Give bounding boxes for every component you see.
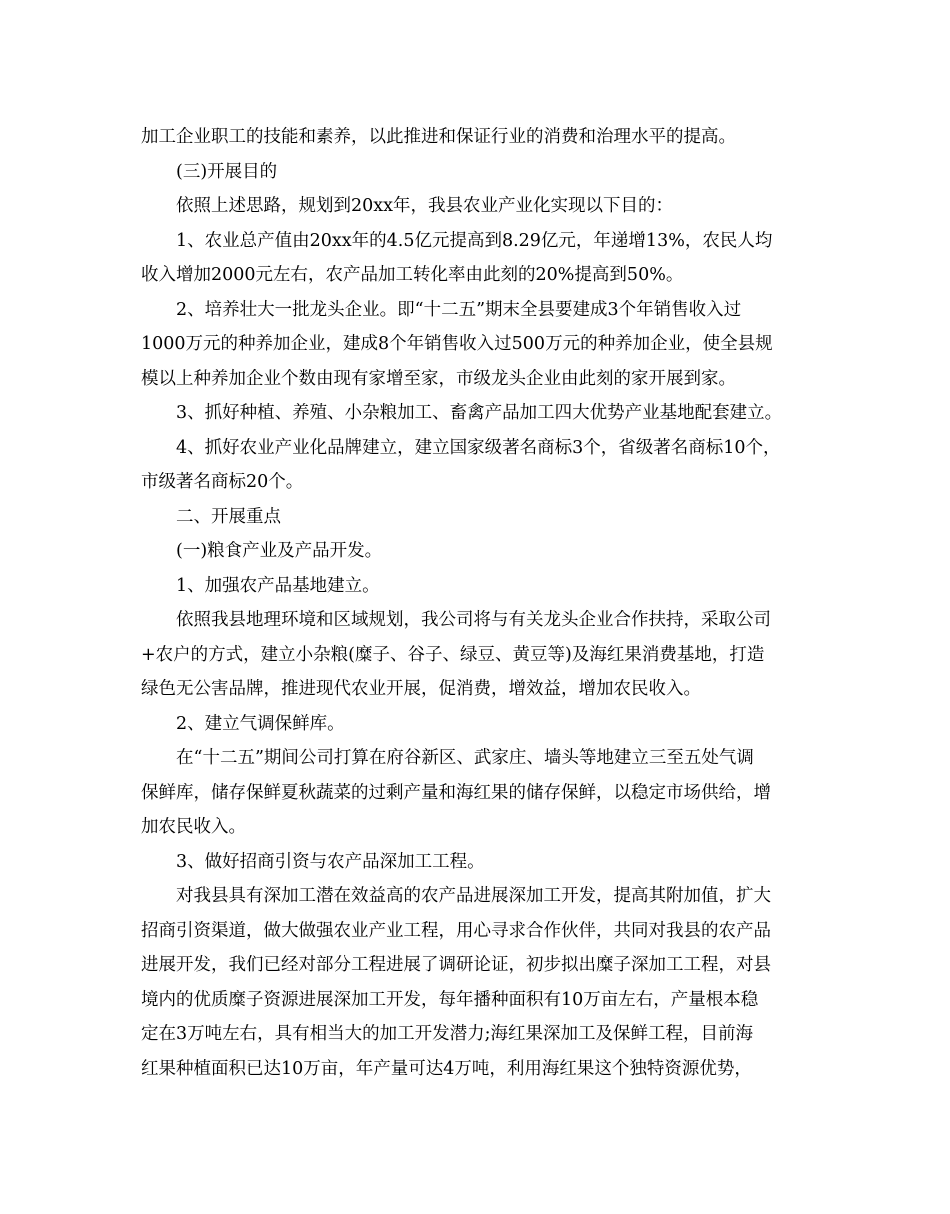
- text-line: 在“十二五”期间公司打算在府谷新区、武家庄、墙头等地建立三至五处气调: [176, 748, 754, 768]
- text-line: 3、做好招商引资与农产品深加工工程。: [176, 851, 485, 872]
- text-line: (一)粮食产业及产品开发。: [176, 541, 383, 561]
- text-line: 依照我县地理环境和区域规划，我公司将与有关龙头企业合作扶持，采取公司: [176, 610, 771, 630]
- text-line: 市级著名商标20个。: [141, 472, 304, 492]
- text-line: 加农民收入。: [141, 817, 246, 837]
- text-line: 境内的优质糜子资源进展深加工开发，每年播种面积有10万亩左右，产量根本稳: [141, 989, 759, 1010]
- text-line: 模以上种养加企业个数由现有家增至家，市级龙头企业由此刻的家开展到家。: [141, 368, 736, 389]
- text-line: 依照上述思路，规划到20xx年，我县农业产业化实现以下目的：: [176, 196, 674, 216]
- text-line: 1、加强农产品基地建立。: [176, 575, 380, 596]
- text-line: 3、抓好种植、养殖、小杂粮加工、畜禽产品加工四大优势产业基地配套建立。: [176, 403, 783, 423]
- text-line: 2、建立气调保鲜库。: [176, 713, 345, 734]
- text-line: 收入增加2000元左右，农产品加工转化率由此刻的20%提高到50%。: [141, 265, 684, 285]
- text-line: 二、开展重点: [176, 506, 281, 527]
- text-line: 2、培养壮大一批龙头企业。即“十二五”期末全县要建成3个年销售收入过: [176, 299, 742, 320]
- text-line: 招商引资渠道，做大做强农业产业工程，用心寻求合作伙伴，共同对我县的农产品: [141, 920, 771, 941]
- body-text: [141, 120, 821, 1086]
- text-line: (三)开展目的: [176, 161, 278, 182]
- text-line: 对我县具有深加工潜在效益高的农产品进展深加工开发，提高其附加值，扩大: [176, 886, 771, 906]
- text-line: 绿色无公害品牌，推进现代农业开展，促消费，增效益，增加农民收入。: [141, 679, 701, 699]
- text-line: 加工企业职工的技能和素养，以此推进和保证行业的消费和治理水平的提高。: [141, 127, 736, 147]
- text-line: 1000万元的种养加企业，建成8个年销售收入过500万元的种养加企业，使全县规: [141, 334, 773, 354]
- text-line: 定在3万吨左右，具有相当大的加工开发潜力;海红果深加工及保鲜工程，目前海: [141, 1024, 754, 1044]
- text-line: 1、农业总产值由20xx年的4.5亿元提高到8.29亿元，年递增13%，农民人均: [176, 230, 773, 251]
- text-line: 进展开发，我们已经对部分工程进展了调研论证，初步拟出糜子深加工工程，对县: [141, 955, 771, 975]
- text-line: 4、抓好农业产业化品牌建立，建立国家级著名商标3个，省级著名商标10个，: [176, 437, 781, 458]
- text-line: +农户的方式，建立小杂粮(糜子、谷子、绿豆、黄豆等)及海红果消费基地，打造: [141, 644, 765, 665]
- text-line: 红果种植面积已达10万亩，年产量可达4万吨，利用海红果这个独特资源优势，: [141, 1058, 752, 1079]
- text-line: 保鲜库，储存保鲜夏秋蔬菜的过剩产量和海红果的储存保鲜，以稳定市场供给，增: [141, 782, 771, 803]
